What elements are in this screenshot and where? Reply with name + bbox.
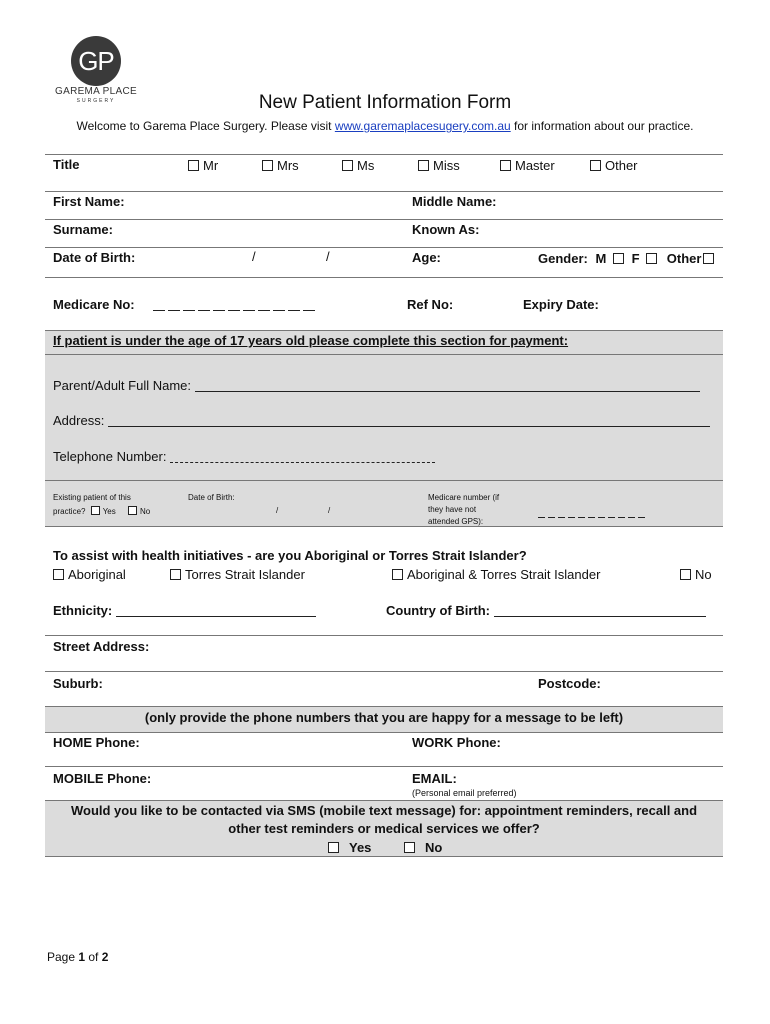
child-medicare-label: they have not [428,505,477,514]
surname-label: Surname: [53,222,113,237]
form-title: New Patient Information Form [258,92,512,113]
phone-note: (only provide the phone numbers that you are happy for a message to be left) [144,710,624,725]
welcome-pre: Welcome to Garema Place Surgery. Please visit [76,119,335,133]
age-label: Age: [412,250,441,265]
under17-section [45,330,723,526]
postcode-label: Postcode: [538,676,601,691]
divider [45,354,723,355]
checkbox-icon [328,842,339,853]
existing-patient-options: practice? Yes No [53,507,151,516]
logo-sub: SURGERY [76,98,116,104]
existing-no-checkbox[interactable] [128,506,137,515]
divider [45,219,723,220]
sms-no-option[interactable]: No [404,840,442,855]
health-option-aboriginal[interactable]: Aboriginal [53,567,126,582]
sms-yes-option[interactable]: Yes [328,840,371,855]
telephone-field[interactable] [53,449,435,464]
divider [45,856,723,857]
dob-slash: / [326,249,330,264]
checkbox-icon [500,160,511,171]
street-address-label: Street Address: [53,639,150,654]
dob-slash: / [252,249,256,264]
welcome-post: for information about our practice. [510,119,694,133]
gender-f-checkbox[interactable] [646,253,657,264]
divider [45,766,723,767]
gender-f-label: F [631,251,640,266]
child-medicare-label: Medicare number (if [428,493,500,502]
country-field[interactable] [386,603,706,618]
checkbox-icon [170,569,181,580]
logo-initials: GP [78,46,114,76]
country-label: Country of Birth: [386,603,490,618]
ethnicity-field[interactable] [53,603,316,618]
expiry-date-label: Expiry Date: [523,297,599,312]
title-option-ms[interactable]: Ms [342,158,374,173]
divider [45,191,723,192]
medicare-number-field[interactable] [153,299,318,314]
sms-question: other test reminders or medical services we offer? [228,821,540,836]
address-field[interactable] [53,413,710,428]
first-name-label: First Name: [53,194,125,209]
gender-m-label: M [595,251,607,266]
gender-other-label: Other [666,251,702,266]
logo-circle [71,36,121,86]
checkbox-icon [53,569,64,580]
welcome-text [0,119,770,133]
telephone-label: Telephone Number: [53,449,167,464]
address-label: Address: [53,413,105,428]
title-option-master[interactable]: Master [500,158,555,173]
child-medicare-field[interactable] [538,506,648,521]
checkbox-icon [262,160,273,171]
title-option-mrs[interactable]: Mrs [262,158,299,173]
title-label: Title [53,157,80,172]
medicare-label: Medicare No: [53,297,135,312]
child-dob-label: Date of Birth: [188,493,235,502]
child-dob-slash: / [276,506,279,515]
existing-patient-label: Existing patient of this [53,493,131,502]
checkbox-icon [188,160,199,171]
divider [45,671,723,672]
checkbox-icon [392,569,403,580]
gender-m-checkbox[interactable] [613,253,624,264]
ethnicity-label: Ethnicity: [53,603,113,618]
health-question: To assist with health initiatives - are you Aboriginal or Torres Strait Islander? [53,548,527,563]
ref-no-label: Ref No: [407,297,454,312]
email-label: EMAIL: [412,771,457,786]
divider [45,635,723,636]
child-medicare-label: attended GPS): [428,517,484,526]
website-link[interactable]: www.garemaplacesugery.com.au [334,119,511,133]
divider [45,247,723,248]
title-option-mr[interactable]: Mr [188,158,218,173]
suburb-label: Suburb: [53,676,103,691]
divider [45,330,723,331]
checkbox-icon [342,160,353,171]
title-option-miss[interactable]: Miss [418,158,460,173]
health-option-no[interactable]: No [680,567,712,582]
child-dob-slash: / [328,506,331,515]
divider [45,732,723,733]
dob-label: Date of Birth: [53,250,136,265]
divider [45,706,723,707]
middle-name-label: Middle Name: [412,194,497,209]
divider [45,526,723,527]
mobile-phone-label: MOBILE Phone: [53,771,152,786]
checkbox-icon [590,160,601,171]
divider [45,154,723,155]
divider [45,800,723,801]
existing-yes-checkbox[interactable] [91,506,100,515]
checkbox-icon [404,842,415,853]
divider [45,277,723,278]
gender-label: Gender: [538,251,588,266]
under17-heading: If patient is under the age of 17 years old please complete this section for payment: [53,333,569,348]
health-option-tsi[interactable]: Torres Strait Islander [170,567,305,582]
known-as-label: Known As: [412,222,480,237]
checkbox-icon [418,160,429,171]
parent-name-field[interactable] [53,378,700,393]
logo-name: GAREMA PLACE [55,86,137,97]
work-phone-label: WORK Phone: [412,735,501,750]
checkbox-icon [680,569,691,580]
gender-other-checkbox[interactable] [703,253,714,264]
health-option-both[interactable]: Aboriginal & Torres Strait Islander [392,567,600,582]
home-phone-label: HOME Phone: [53,735,140,750]
page-number: Page 1 of 2 [47,950,109,964]
gender-field [538,251,718,266]
title-option-other[interactable]: Other [590,158,638,173]
email-note: (Personal email preferred) [412,788,517,798]
divider [45,480,723,481]
sms-question: Would you like to be contacted via SMS (mobile text message) for: appointment reminders, recall and [70,803,698,818]
parent-name-label: Parent/Adult Full Name: [53,378,192,393]
